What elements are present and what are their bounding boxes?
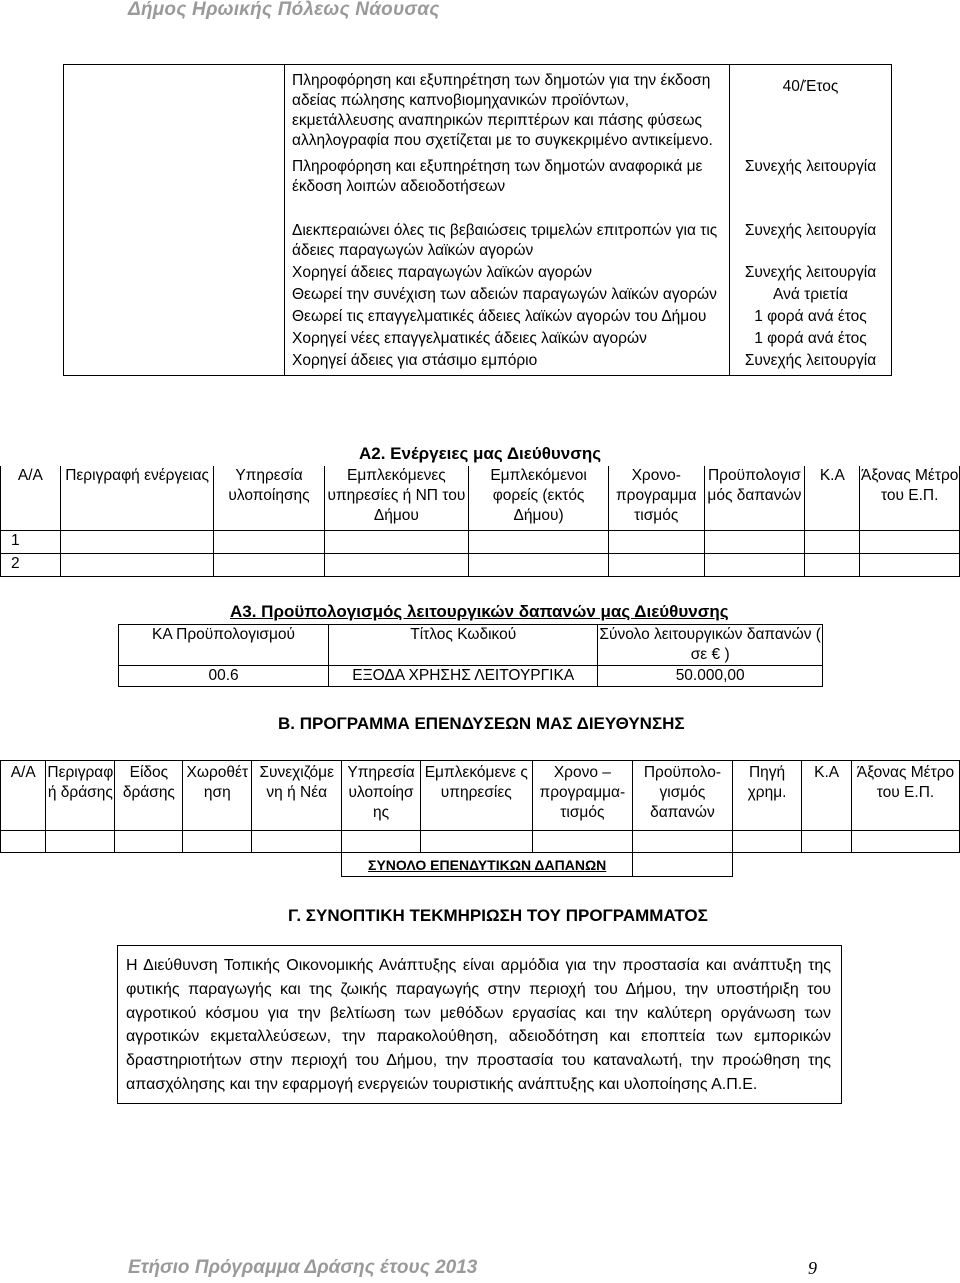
- ka-code: 00.6: [119, 666, 329, 687]
- table-row: [64, 65, 892, 152]
- row-number: 1: [1, 530, 61, 553]
- investment-table: [0, 760, 960, 877]
- activity-frequency: Συνεχής λειτουργία: [730, 349, 892, 376]
- table-row: [64, 197, 892, 261]
- activity-description: Χορηγεί άδειες παραγωγών λαϊκών αγορών: [285, 261, 730, 283]
- col-header-ka: ΚΑ Προϋπολογισμού: [119, 625, 329, 666]
- row-number: 2: [1, 553, 61, 576]
- activity-frequency: Συνεχής λειτουργία: [730, 151, 892, 197]
- section-g-title: Γ. ΣΥΝΟΠΤΙΚΗ ΤΕΚΜΗΡΙΩΣΗ ΤΟΥ ΠΡΟΓΡΑΜΜΑΤΟΣ: [288, 906, 708, 925]
- col-header: Περιγραφή ενέργειας: [60, 466, 214, 530]
- col-header: Χρονο – προγραμμα-τισμός: [532, 761, 632, 831]
- table-row: [64, 327, 892, 349]
- col-header: Α/Α: [1, 761, 46, 831]
- table-header-row: [1, 761, 960, 831]
- col-header: Α/Α: [1, 466, 61, 530]
- activity-frequency: 40/Έτος: [730, 65, 892, 152]
- col-header: Εμπλεκόμενες υπηρεσίες ή ΝΠ του Δήμου: [324, 466, 469, 530]
- operating-budget-table: [118, 624, 823, 687]
- col-header: Συνεχιζόμε νη ή Νέα: [252, 761, 342, 831]
- col-header-total: Σύνολο λειτουργικών δαπανών ( σε € ): [598, 625, 823, 666]
- table-row: [1, 831, 960, 853]
- col-header: Κ.Α: [805, 466, 860, 530]
- table-row: [64, 349, 892, 376]
- col-header: Υπηρεσία υλοποίησ ης: [342, 761, 420, 831]
- program-justification-text: Η Διεύθυνση Τοπικής Οικονομικής Ανάπτυξης είναι αρμόδια για την προστασία και ανάπτυξη της φυτικής παραγωγής και της ζωικής παραγωγής στην περιοχή του Δήμου, την υποστήριξη του αγροτικού κόσμου για την βελτίωση των μεθόδων εργασίας και την καλύτερη οργάνωση των αγροτικών εκμεταλλεύσεων, την παρακολούθηση, αδειοδότηση και εποπτεία των εμπορικών δραστηριοτήτων στην περιοχή του Δήμου, την προστασία του καταναλωτή, την προώθηση της απασχόλησης και την εφαρμογή ενεργειών τουριστικής ανάπτυξης και υλοποίησης Α.Π.Ε.: [117, 945, 842, 1104]
- activity-description: Χορηγεί νέες επαγγελματικές άδειες λαϊκών αγορών: [285, 327, 730, 349]
- col-header: Άξονας Μέτρο του Ε.Π.: [860, 466, 960, 530]
- investment-total-label: ΣΥΝΟΛΟ ΕΠΕΝΔΥΤΙΚΩΝ ΔΑΠΑΝΩΝ: [342, 853, 633, 877]
- col-header: Περιγραφ ή δράσης: [46, 761, 115, 831]
- section-a3-title: Α3. Προϋπολογισμός λειτουργικών δαπανών μας Διεύθυνσης: [230, 602, 729, 621]
- table-row: [64, 261, 892, 283]
- table-row: [1, 530, 960, 553]
- col-header: Χρονο-προγραμμα τισμός: [608, 466, 704, 530]
- col-header: Πηγή χρημ.: [732, 761, 801, 831]
- investment-total-value: [633, 853, 733, 877]
- section-a2-title: Α2. Ενέργειες μας Διεύθυνσης: [359, 444, 602, 463]
- col-header: Κ.Α: [802, 761, 852, 831]
- activity-frequency: 1 φορά ανά έτος: [730, 305, 892, 327]
- actions-table: [0, 466, 960, 577]
- col-header: Προϋπολογισ μός δαπανών: [704, 466, 805, 530]
- table-row: [64, 283, 892, 305]
- activity-frequency: Συνεχής λειτουργία: [730, 261, 892, 283]
- operating-total: 50.000,00: [598, 666, 823, 687]
- table-header-row: [119, 625, 823, 666]
- table-header-row: [1, 466, 960, 530]
- table-total-row: [1, 853, 960, 877]
- activity-description: Θεωρεί τις επαγγελματικές άδειες λαϊκών αγορών του Δήμου: [285, 305, 730, 327]
- activity-description: Πληροφόρηση και εξυπηρέτηση των δημοτών αναφορικά με έκδοση λοιπών αδειοδοτήσεων: [285, 151, 730, 197]
- code-title: ΕΞΟΔΑ ΧΡΗΣΗΣ ΛΕΙΤΟΥΡΓΙΚΑ: [329, 666, 598, 687]
- col-header: Εμπλεκόμενοι φορείς (εκτός Δήμου): [469, 466, 609, 530]
- activities-table: [63, 64, 892, 376]
- col-header: Χωροθέτ ηση: [183, 761, 252, 831]
- activity-description: Θεωρεί την συνέχιση των αδειών παραγωγών λαϊκών αγορών: [285, 283, 730, 305]
- table-row: [64, 151, 892, 197]
- col-header: Εμπλεκόμενε ς υπηρεσίες: [420, 761, 532, 831]
- activity-description: Χορηγεί άδειες για στάσιμο εμπόριο: [285, 349, 730, 376]
- col-header: Είδος δράσης: [115, 761, 183, 831]
- col-header: Υπηρεσία υλοποίησης: [214, 466, 324, 530]
- activity-frequency: Ανά τριετία: [730, 283, 892, 305]
- document-header-title: Δήμος Ηρωικής Πόλεως Νάουσας: [128, 0, 440, 20]
- page-number: 9: [808, 1258, 817, 1278]
- activity-frequency: Συνεχής λειτουργία: [730, 197, 892, 261]
- table-row: [64, 305, 892, 327]
- table-row: [1, 553, 960, 576]
- activity-frequency: 1 φορά ανά έτος: [730, 327, 892, 349]
- col-header-title: Τίτλος Κωδικού: [329, 625, 598, 666]
- document-footer-title: Ετήσιο Πρόγραμμα Δράσης έτους 2013: [128, 1257, 478, 1278]
- activity-description: Πληροφόρηση και εξυπηρέτηση των δημοτών για την έκδοση αδείας πώλησης καπνοβιομηχανικών προϊόντων, εκμετάλλευσης αναπηρικών περιπτέρων και πάσης φύσεως αλληλογραφία που σχετίζεται με το συγκεκριμένο αντικείμενο.: [285, 65, 730, 152]
- col-header: Άξονας Μέτρο του Ε.Π.: [851, 761, 959, 831]
- activity-description: Διεκπεραιώνει όλες τις βεβαιώσεις τριμελών επιτροπών για τις άδειες παραγωγών λαϊκών αγορών: [285, 197, 730, 261]
- section-b-title: Β. ΠΡΟΓΡΑΜΜΑ ΕΠΕΝΔΥΣΕΩΝ ΜΑΣ ΔΙΕΥΘΥΝΣΗΣ: [278, 714, 685, 733]
- col-header: Προϋπολο-γισμός δαπανών: [633, 761, 733, 831]
- table-row: [119, 666, 823, 687]
